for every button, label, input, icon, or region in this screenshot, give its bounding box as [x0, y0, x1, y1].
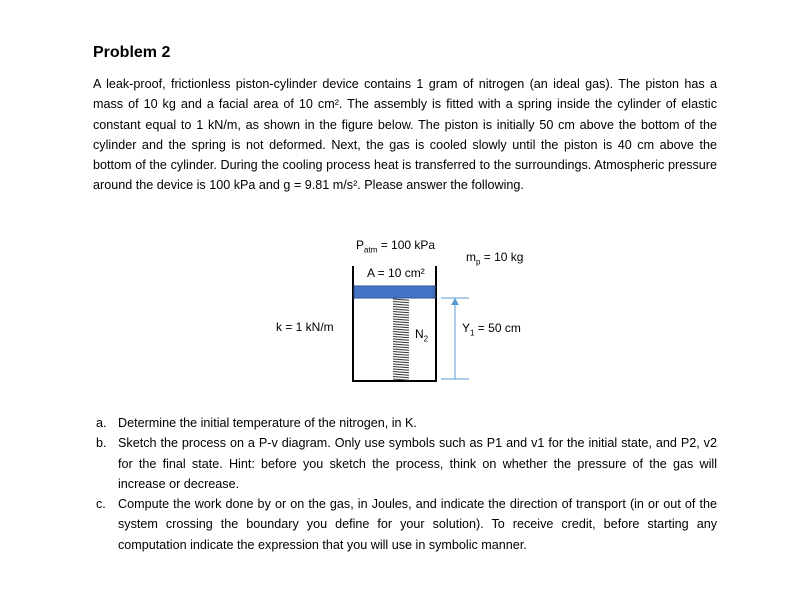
- spring: [393, 299, 409, 380]
- question-marker: b.: [96, 436, 107, 451]
- question-b: [93, 433, 717, 494]
- question-a: [93, 413, 717, 433]
- problem-title: Problem 2: [93, 44, 171, 61]
- piston-mass-label: $m_p = 10$ kg: [466, 250, 524, 267]
- spring-constant-label: k = 1 kN/m: [276, 320, 334, 334]
- question-list: [93, 413, 717, 555]
- gas-label: $N_2$: [415, 327, 429, 344]
- problem-statement: A leak-proof, frictionless piston-cylinder device contains 1 gram of nitrogen (an ideal gas). The piston has a mass of 10 kg and a facial area of 10 cm². The assembly is fitted with a spring inside the cylinder of elastic constant equal to 1 kN/m, as shown in the figure below. The piston is initially 50 cm above the bottom of the cylinder and the spring is not deformed. Next, the gas is cooled slowly until the piston is 40 cm above the bottom of the cylinder. During the cooling process heat is transferred to the surroundings. Atmospheric pressure around the device is 100 kPa and g = 9.81 m/s². Please answer the following.: [93, 77, 717, 193]
- piston-area-label: A = 10 cm²: [367, 266, 425, 280]
- piston: [354, 286, 435, 298]
- question-text: Sketch the process on a P-v diagram. Only use symbols such as P1 and v1 for the initial state, and P2, v2 for the final state. Hint: before you sketch the process, think on whether the pressure of the gas will increase or decrease.: [118, 436, 717, 491]
- atmospheric-pressure-label: $P_{atm} = 100$ kPa: [356, 238, 436, 255]
- question-marker: a.: [96, 416, 107, 430]
- question-c: [93, 494, 717, 555]
- question-text: Compute the work done by or on the gas, in Joules, and indicate the direction of transport (in or out of the system crossing the boundary you define for your solution). To receive credit, before starting any computation indicate the expression that you will use in symbolic manner.: [118, 497, 717, 552]
- question-marker: c.: [96, 497, 106, 512]
- question-text: Determine the initial temperature of the nitrogen, in K.: [118, 416, 417, 430]
- height-arrow-head: [451, 298, 459, 305]
- spring-coils: [393, 299, 409, 380]
- initial-height-label: $Y_1 = 50$ cm: [462, 321, 521, 338]
